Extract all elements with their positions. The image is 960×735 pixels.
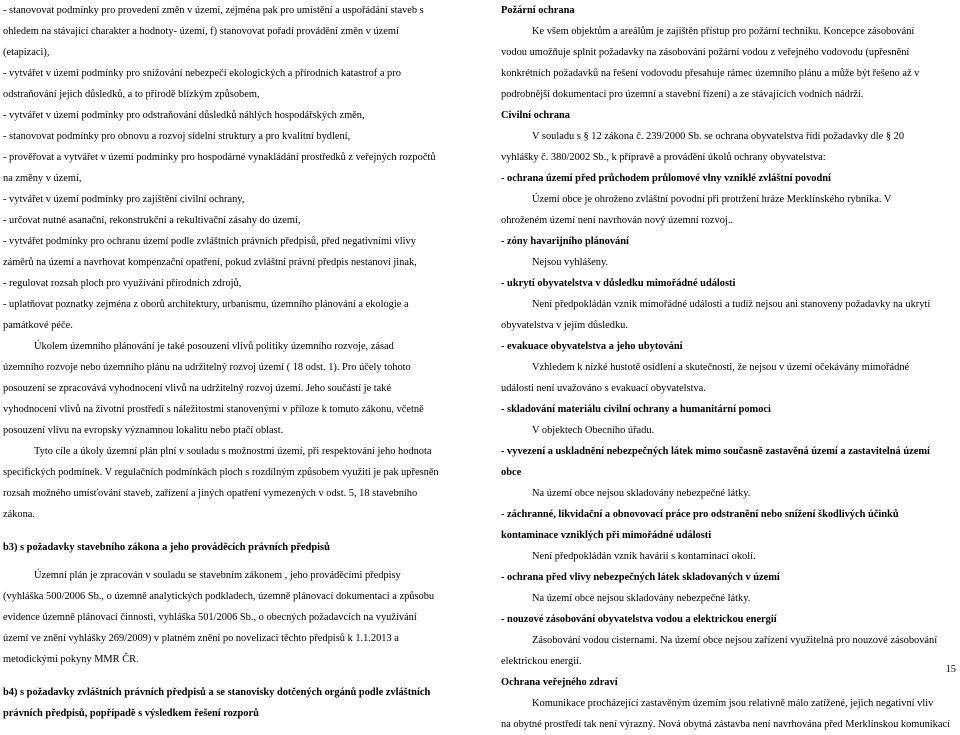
heading-line: - ukrytí obyvatelstva v důsledku mimořádné události [501, 278, 736, 289]
text-line: na změny v území, [3, 173, 82, 184]
text-line: Tyto cíle a úkoly územní plán plní v souladu s možnostmi území, při respektování jeho hodnota [34, 446, 432, 457]
text-line: vodou umožňuje splnit požadavky na zásobování požární vodou z veřejného vodovodu (upřesnění [501, 47, 910, 58]
heading-line: - záchranné, likvidační a obnovovací práce pro odstranění nebo snížení škodlivých účinků [501, 509, 899, 520]
heading-line: b4) s požadavky zvláštních právních předpisů a se stanovisky dotčených orgánů podle zvláštních [3, 687, 431, 698]
text-line: Není předpokládán vznik havárií s kontaminací okolí. [532, 551, 756, 562]
heading-line: - nouzové zásobování obyvatelstva vodou a elektrickou energií [501, 614, 777, 625]
paragraph-gap [3, 670, 454, 682]
text-line: evidence územně plánovací činnosti, vyhláška 501/2006 Sb., o obecných požadavcích na využívání [3, 612, 417, 623]
heading-line: - zóny havarijního plánování [501, 236, 629, 247]
text-line: události není uvažováno s evakuací obyvatelstva. [501, 383, 706, 394]
paragraph-gap [3, 525, 454, 537]
text-line: (vyhláška 500/2006 Sb., o územně analytických podkladech, územně plánovací dokumentaci a způsobu [3, 591, 435, 602]
text-line: Na území obce nejsou skladovány nebezpečné látky. [532, 488, 751, 499]
text-line: na obytné prostředí tak není výrazný. Nová obytná zástavba není navrhována před Merklínskou komunikací [501, 719, 950, 730]
text-line: specifických podmínek. V regulačních podmínkách ploch s rozdílným způsobem využití je pak upřesněn [3, 467, 439, 478]
text-line: Není předpokládán vznik mimořádné události a tudíž nejsou ani stanoveny požadavky na ukrytí [532, 299, 931, 310]
heading-line: - ochrana území před průchodem průlomové vlny vzniklé zvláštní povodní [501, 173, 831, 184]
text-line: ohroženém území není navrhován nový územní rozvoj.. [501, 215, 733, 226]
heading-line: právních předpisů, popřípadě s výsledkem řešení rozporů [3, 708, 259, 719]
text-line: zákona. [3, 509, 36, 520]
right-column [501, 0, 958, 735]
text-line: vyhlášky č. 380/2002 Sb., k přípravě a provádění úkolů ochrany obyvatelstva: [501, 152, 826, 163]
text-line: Vzhledem k nízké hustotě osídlení a skutečnosti, že nejsou v území očekávány mimořádné [532, 362, 910, 373]
text-line: Území obce je ohroženo zvláštní povodní při protržení hráze Merklínského rybníka. V [532, 194, 892, 205]
left-column [3, 0, 454, 724]
heading-line: - vyvezení a uskladnění nebezpečných látek mimo současně zastavěná území a zastavitelná území [501, 446, 930, 457]
heading-line: obce [501, 467, 522, 478]
heading-line: - evakuace obyvatelstva a jeho ubytování [501, 341, 683, 352]
text-line: V objektech Obecního úřadu. [532, 425, 655, 436]
text-line: posouzení vlivu na evropsky významnou lokalitu nebo ptačí oblast. [3, 425, 284, 436]
text-line: rozsah možného umísťování staveb, zařízení a jiných opatření vymezených v odst. 5, 18 stavebního [3, 488, 418, 499]
text-line: - regulovat rozsah ploch pro využívání přírodních zdrojů, [3, 278, 242, 289]
text-line: - uplatňovat poznatky zejména z oborů architektury, urbanismu, územního plánování a ekologie a [3, 299, 409, 310]
page-number: 15 [945, 664, 956, 675]
text-line: - prověřovat a vytvářet v území podmínky pro hospodárné vynakládání prostředků z veřejných rozpočtů [3, 152, 436, 163]
text-line: posouzení se zpracovává vyhodnocení vlivů na udržitelný rozvoj území. Jeho součástí je také [3, 383, 392, 394]
heading-line: Požární ochrana [501, 5, 575, 16]
heading-line: Ochrana veřejného zdraví [501, 677, 618, 688]
text-line: metodickými pokyny MMR ČR. [3, 654, 139, 665]
text-line: Nejsou vyhlášeny. [532, 257, 609, 268]
text-line: Komunikace procházející zastavěným územím jsou relativně málo zatížené, jejich negativní vliv [532, 698, 934, 709]
text-line: Zásobování vodou cisternami. Na území obce nejsou zařízení využitelná pro nouzové zásobování [532, 635, 938, 646]
text-line: odstraňování jejich důsledků, a to přírodě blízkým způsobem, [3, 89, 260, 100]
text-line: ohledem na stávající charakter a hodnoty- území, f) stanovovat pořadí provádění změn v území [3, 26, 399, 37]
text-line: konkrétních požadavků na řešení vodovodu přesahuje rámec územního plánu a může být řešeno až v [501, 68, 920, 79]
text-line: - vytvářet v území podmínky pro odstraňování důsledků náhlých hospodářských změn, [3, 110, 365, 121]
text-line: - vytvářet v území podmínky pro zajištění civilní ochrany, [3, 194, 245, 205]
heading-line: - skladování materiálu civilní ochrany a humanitární pomoci [501, 404, 771, 415]
text-line: obyvatelstva v jejím důsledku. [501, 320, 628, 331]
text-line: vyhodnocení vlivů na životní prostředí s náležitostmi stanovenými v příloze k tomuto zákonu, včetně [3, 404, 424, 415]
paragraph-gap [3, 558, 454, 565]
text-line: Úkolem územního plánování je také posouzení vlivů politiky územního rozvoje, zásad [34, 341, 394, 352]
text-line: územního rozvoje nebo územního plánu na udržitelný rozvoj území ( 18 odst. 1). Pro účely tohoto [3, 362, 411, 373]
heading-line: kontaminace vzniklých při mimořádné události [501, 530, 712, 541]
heading-line: b3) s požadavky stavebního zákona a jeho prováděcích právních předpisů [3, 542, 330, 553]
text-line: - stanovovat podmínky pro obnovu a rozvoj sídelní struktury a pro kvalitní bydlení, [3, 131, 351, 142]
text-line: Na území obce nejsou skladovány nebezpečné látky. [532, 593, 751, 604]
text-line: - stanovovat podmínky pro provedení změn v území, zejména pak pro umístění a uspořádání staveb s [3, 5, 424, 16]
heading-line: Civilní ochrana [501, 110, 570, 121]
text-line: V souladu s § 12 zákona č. 239/2000 Sb. se ochrana obyvatelstva řídí požadavky dle § 20 [532, 131, 905, 142]
text-line: Ke všem objektům a areálům je zajištěn přístup pro požární techniku. Koncepce zásobování [532, 26, 915, 37]
text-line: - určovat nutné asanační, rekonstrukční a rekultivační zásahy do území, [3, 215, 301, 226]
text-line: (etapizaci), [3, 47, 50, 58]
text-line: - vytvářet podmínky pro ochranu území podle zvláštních právních předpisů, před negativními vlivy [3, 236, 416, 247]
text-line: - vytvářet v území podmínky pro snižování nebezpečí ekologických a přírodních katastrof a pro [3, 68, 401, 79]
text-line: památkové péče. [3, 320, 73, 331]
text-line: elektrickou energií. [501, 656, 582, 667]
heading-line: - ochrana před vlivy nebezpečných látek skladovaných v území [501, 572, 780, 583]
text-line: území ve znění vyhlášky 269/2009) v platném znění po novelizaci těchto předpisů k 1.1.2013 a [3, 633, 399, 644]
text-line: Územní plán je zpracován v souladu se stavebním zákonem , jeho prováděcími předpisy [34, 570, 401, 581]
text-line: záměrů na území a navrhovat kompenzační opatření, pokud zvláštní právní předpis nestanoví jinak, [3, 257, 417, 268]
text-line: podrobnější dokumentaci pro územní a stavební řízení) a ze stávajících vodních nádrží. [501, 89, 864, 100]
